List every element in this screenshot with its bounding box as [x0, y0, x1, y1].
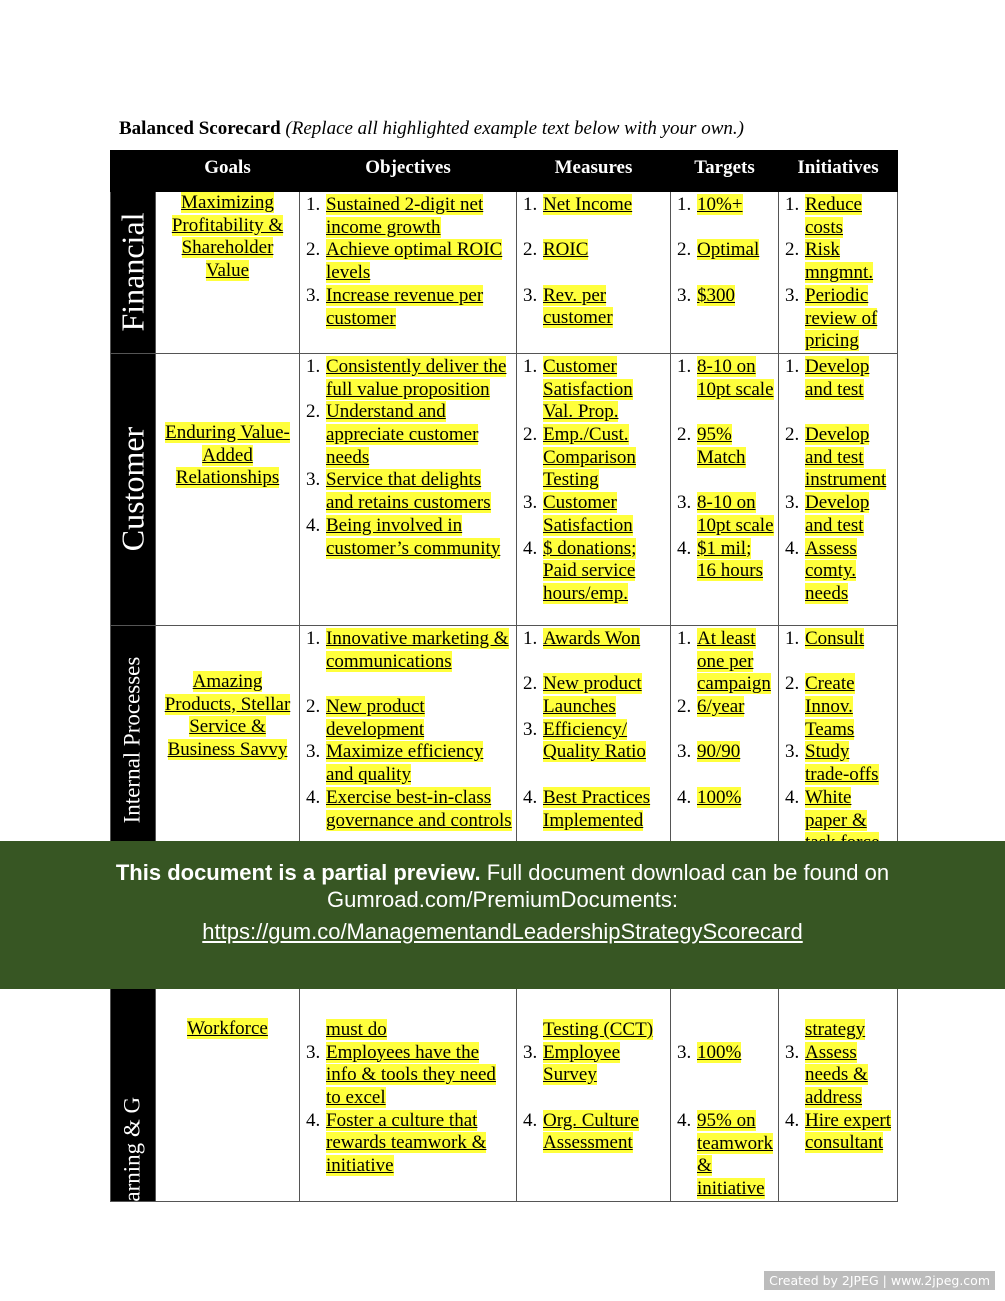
list-item: 4. Exercise best-in-class governance and controls	[306, 786, 512, 831]
list-item: 3. Study trade-offs	[785, 741, 879, 786]
list-item: 1. Reduce costs	[785, 194, 862, 238]
header-measures: Measures	[517, 151, 671, 192]
list-item: 3. 90/90	[677, 741, 741, 763]
list-item: 2. ROIC	[523, 239, 589, 261]
preview-banner	[0, 841, 1005, 989]
list-item: 4. Hire expert consultant	[785, 1109, 891, 1154]
objectives-cell	[300, 192, 517, 354]
measures-cell	[517, 353, 671, 625]
list-item: 3. Assess needs & address	[785, 1041, 868, 1109]
download-link[interactable]: https://gum.co/ManagementandLeadershipStrategyScorecard	[202, 919, 803, 944]
objectives-cell	[300, 353, 517, 625]
goal-cell	[156, 192, 300, 354]
list-item: 2. Understand and appreciate customer needs	[306, 401, 479, 468]
list-item: 4. 100%	[677, 786, 742, 808]
list-item: 4. White paper &	[785, 787, 893, 855]
goal-text: Amazing Products, Stellar Service & Business Savvy	[164, 670, 291, 761]
list-item: 2. 95% Match	[677, 424, 746, 468]
perspective-label: Customer	[114, 427, 151, 552]
list-item: 3. Develop and test	[785, 492, 870, 536]
list-item: 1. Develop and test	[785, 355, 870, 400]
targets-cell	[671, 192, 779, 354]
list-item: 2. Emp./Cust. Comparison Testing	[523, 424, 636, 491]
list-item: 1. Customer Satisfaction Val. Prop.	[523, 355, 633, 423]
header-row	[111, 151, 898, 192]
list-item: must do	[326, 1018, 387, 1040]
list-item: 3. Efficiency/ Quality Ratio	[523, 718, 646, 763]
list-item: 3. Periodic review of pricing	[785, 284, 878, 352]
list-item: 4. Org. Culture Assessment	[523, 1109, 639, 1154]
header-initiatives: Initiatives	[779, 151, 898, 192]
row-customer	[111, 353, 898, 625]
list-item: 3. Employee Survey	[523, 1041, 621, 1086]
list-item: 3. 100%	[677, 1041, 742, 1063]
list-item: 4. Best Practices Implemented	[523, 786, 651, 831]
list-item: Testing (CCT)	[543, 1018, 654, 1040]
objectives-cell	[300, 625, 517, 855]
list-item: strategy	[805, 1018, 866, 1040]
goal-text: Enduring Value-Added Relationships	[165, 421, 290, 489]
preview-bold: This document is a partial preview.	[115, 860, 481, 885]
list-item: 1. Consult	[785, 627, 865, 649]
list-item: 1. Awards Won	[523, 627, 641, 649]
preview-text: Full document download can be found on Gumroad.com/PremiumDocuments:	[327, 860, 890, 912]
list-item: 3. $300	[677, 284, 735, 306]
balanced-scorecard-table	[110, 150, 898, 1226]
perspective-label: Internal Processes	[119, 657, 145, 824]
list-item: 1. Consistently deliver the full value proposition	[306, 355, 507, 400]
goal-cell	[156, 353, 300, 625]
list-item: 1. Innovative marketing & communications	[306, 627, 509, 672]
list-item: 4. $1 mil; 16 hours	[677, 537, 763, 582]
header-objectives: Objectives	[300, 151, 517, 192]
list-item: 1. At least one per campaign	[677, 627, 771, 695]
perspective-internal-processes	[111, 625, 156, 855]
targets-cell	[671, 353, 779, 625]
list-item: 2. Achieve optimal ROIC levels	[306, 239, 503, 284]
list-item: 1. 8-10 on 10pt scale	[677, 355, 774, 400]
list-item: 4. Assess comty. needs	[785, 537, 857, 604]
list-item: 4. Foster a culture that rewards teamwork & initiative	[306, 1109, 487, 1177]
title-bold: Balanced Scorecard	[119, 118, 281, 139]
list-item: 2. New product development	[306, 696, 425, 740]
header-goals: Goals	[156, 151, 300, 192]
list-item: 2. New product Launches	[523, 673, 642, 718]
perspective-financial	[111, 192, 156, 354]
list-item: 3. Customer Satisfaction	[523, 492, 633, 536]
list-item: 1. Sustained 2-digit net income growth	[306, 194, 484, 238]
goal-text: Workforce	[187, 1017, 268, 1039]
watermark: Created by 2JPEG | www.2jpeg.com	[764, 1271, 995, 1290]
list-item: 3. Service that delights and retains customers	[306, 469, 491, 514]
goal-cell	[156, 625, 300, 855]
preview-message	[0, 859, 1005, 913]
row-financial	[111, 192, 898, 354]
initiatives-cell	[779, 625, 898, 855]
list-item: 2. Create Innov. Teams	[785, 673, 855, 740]
list-item: 4. $ donations; Paid service hours/emp.	[523, 537, 637, 604]
title-italic: (Replace all highlighted example text below with your own.)	[285, 118, 744, 139]
list-item: 2. Risk mngmnt.	[785, 239, 874, 284]
targets-cell	[671, 625, 779, 855]
list-item: 1. Net Income	[523, 194, 633, 215]
perspective-customer	[111, 353, 156, 625]
list-item: 3. Rev. per customer	[523, 284, 613, 329]
list-item: 1. 10%+	[677, 194, 743, 215]
list-item: 2. Develop and test instrument	[785, 424, 887, 491]
measures-cell	[517, 192, 671, 354]
list-item: 4. 95% on teamwork & initiative	[677, 1110, 773, 1200]
header-corner	[111, 151, 156, 192]
measures-cell	[517, 625, 671, 855]
list-item: 3. Maximize efficiency and quality	[306, 741, 484, 786]
list-item: 3. Employees have the info & tools they need to excel	[306, 1041, 496, 1109]
header-targets: Targets	[671, 151, 779, 192]
list-item: 2. 6/year	[677, 696, 745, 718]
initiatives-cell	[779, 353, 898, 625]
list-item: 3. 8-10 on 10pt scale	[677, 492, 774, 536]
list-item: 4. Being involved in customer’s community	[306, 514, 501, 559]
initiatives-cell	[779, 192, 898, 354]
goal-text: Maximizing Profitability & Shareholder Value	[171, 192, 284, 282]
perspective-label: Learning & G	[119, 1096, 145, 1226]
perspective-label: Financial	[114, 212, 151, 332]
list-item: 2. Optimal	[677, 239, 760, 261]
row-internal-processes	[111, 625, 898, 855]
document-title	[119, 118, 744, 140]
list-item: 3. Increase revenue per customer	[306, 284, 484, 329]
